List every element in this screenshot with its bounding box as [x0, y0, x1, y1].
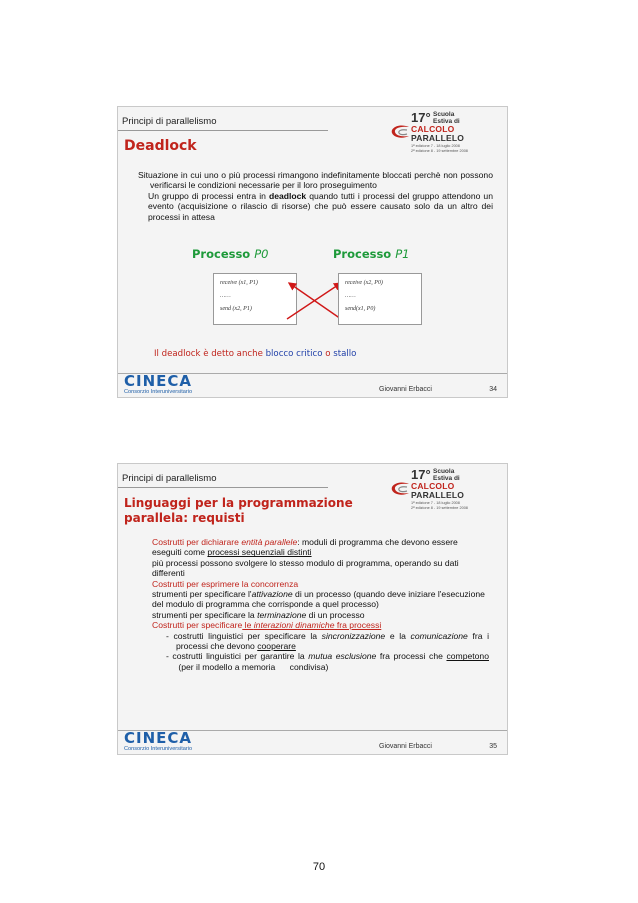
list-item: Costrutti per dichiarare entità parallele: moduli di programma che devono essere eseguiti come processi sequenziali distinti [152, 537, 458, 558]
divider [118, 487, 328, 488]
code-line: …… [345, 293, 356, 299]
logo-scuola: Scuola Estiva di [433, 111, 460, 125]
paragraph: Un gruppo di processi entra in deadlock quando tutti i processi del gruppo attendono un evento (acquisizione o rilascio di risorse) che può essere causato solo da un altro dei processi in attesa [148, 190, 493, 222]
logo-title: CALCOLO PARALLELO [411, 124, 465, 143]
slide-title: Linguaggi per la programmazione parallela: requisti [124, 496, 353, 525]
list-item: più processi possono svolgere lo stesso modulo di programma, operando su dati differenti [152, 557, 459, 579]
section-title: Principi di parallelismo [122, 116, 217, 127]
slide-number: 34 [489, 386, 497, 393]
logo-editions: 1ª edizione 7 - 18 luglio 2008 2ª edizione 8 - 19 settembre 2008 [411, 144, 468, 153]
code-line: …… [220, 293, 231, 299]
list-item: Costrutti per specificare le interazioni dinamiche fra processi [152, 620, 382, 631]
divider [118, 130, 328, 131]
slide-body [138, 170, 493, 222]
paragraph: Situazione in cui uno o più processi rimangono indefinitamente bloccati perchè non possono verificarsi le condizioni necessarie per il loro proseguimento [138, 170, 493, 191]
list-item: strumenti per specificare l'attivazione di un processo (quando deve iniziare l'esecuzione del modulo di programma che corrisponde a quel processo) [152, 589, 485, 610]
logo-number: 17° [411, 467, 431, 482]
code-line: send(x1, P0) [345, 306, 376, 312]
logo-scuola: Scuola Estiva di [433, 468, 460, 482]
swoosh-logo-icon [389, 481, 411, 497]
sub-list-item: - costrutti linguistici per garantire la mutua esclusione fra processi che competono (per il modello a memoria condivisa) [166, 651, 489, 672]
code-line: receive (x2, P0) [345, 280, 383, 286]
slide-34 [117, 106, 508, 398]
section-title: Principi di parallelismo [122, 473, 217, 484]
code-line: send (x2, P1) [220, 306, 252, 312]
scuola-estiva-logo [395, 467, 501, 511]
code-line: receive (x1, P1) [220, 280, 258, 286]
list-item: Costrutti per esprimere la concorrenza [152, 578, 299, 589]
slide-number: 35 [489, 743, 497, 750]
slide-title: Deadlock [124, 138, 197, 154]
swoosh-logo-icon [389, 124, 411, 140]
process-p1-box [338, 273, 422, 325]
process-p1-label: Processo P1 [333, 247, 410, 261]
sub-list-item: - costrutti linguistici per specificare la sincronizzazione e la comunicazione fra i processi che devono cooperare [166, 630, 490, 652]
process-p0-label: Processo P0 [192, 247, 269, 261]
logo-number: 17° [411, 110, 431, 125]
logo-editions: 1ª edizione 7 - 18 luglio 2008 2ª edizione 8 - 19 settembre 2008 [411, 501, 468, 510]
cineca-logo: CINECA Consorzio Interuniversitario [124, 372, 193, 395]
author: Giovanni Erbacci [379, 743, 432, 750]
author: Giovanni Erbacci [379, 386, 432, 393]
deadlock-note: Il deadlock è detto anche blocco critico o stallo [154, 349, 357, 359]
slide-35 [117, 463, 508, 755]
logo-title: CALCOLO PARALLELO [411, 481, 465, 500]
scuola-estiva-logo [395, 110, 501, 154]
page-number: 70 [312, 861, 326, 873]
list-item: strumenti per specificare la terminazione di un processo [152, 609, 365, 620]
cineca-logo: CINECA Consorzio Interuniversitario [124, 729, 193, 752]
deadlock-arrows [285, 281, 345, 325]
slide-body [152, 537, 489, 672]
